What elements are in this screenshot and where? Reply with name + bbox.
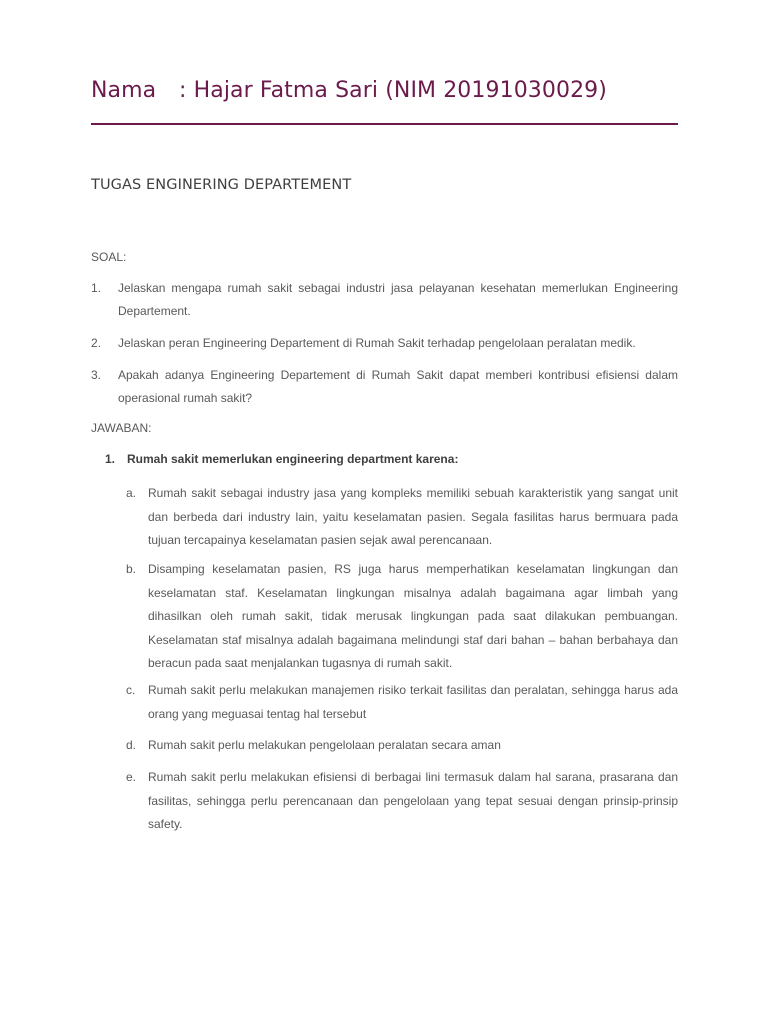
subitem-letter: d.	[126, 738, 137, 752]
question-text: Apakah adanya Engineering Departement di Rumah Sakit dapat memberi kontribusi efisiensi dalam operasional rumah sakit?	[118, 368, 678, 405]
subitem-text: Disamping keselamatan pasien, RS juga harus memperhatikan keselamatan lingkungan dan keselamatan staf. Keselamatan lingkungan misalnya adalah bagaimana agar limbah yang dihasilkan oleh rumah sakit, tidak merusak lingkungan pada saat dilakukan pembuangan. Keselamatan staf misalnya adalah bagaimana melindungi staf dari bahan – bahan berbahaya dan beracun pada saat menjalankan tugasnya di rumah sakit.	[148, 562, 678, 670]
header-divider	[91, 123, 678, 125]
answer-subitem-c	[126, 679, 678, 726]
question-item-2	[91, 332, 678, 355]
name-value: : Hajar Fatma Sari (NIM 20191030029)	[179, 78, 607, 103]
subitem-letter: a.	[126, 486, 137, 500]
subitem-text: Rumah sakit perlu melakukan manajemen risiko terkait fasilitas dan peralatan, sehingga harus ada orang yang meguasai tentag hal tersebut	[148, 683, 678, 721]
question-number: 1.	[91, 281, 102, 295]
answer-subitem-a	[126, 482, 678, 553]
question-item-3	[91, 364, 678, 410]
assignment-title: TUGAS ENGINERING DEPARTEMENT	[91, 177, 352, 193]
answer-heading-text: Rumah sakit memerlukan engineering department karena:	[127, 452, 459, 466]
question-item-1	[91, 277, 678, 323]
subitem-text: Rumah sakit sebagai industry jasa yang kompleks memiliki sebuah karakteristik yang sangat unit dan berbeda dari industry lain, yaitu keselamatan pasien. Segala fasilitas harus bermuara pada tujuan tercapainya keselamatan pasien sejak awal perencanaan.	[148, 486, 678, 547]
student-name-header	[91, 78, 607, 103]
subitem-letter: e.	[126, 770, 137, 784]
question-number: 3.	[91, 368, 102, 382]
question-text: Jelaskan peran Engineering Departement di Rumah Sakit terhadap pengelolaan peralatan medik.	[118, 336, 636, 350]
answer-subitem-e	[126, 766, 678, 837]
answer-subitem-b	[126, 558, 678, 676]
question-text: Jelaskan mengapa rumah sakit sebagai industri jasa pelayanan kesehatan memerlukan Engineering Departement.	[118, 281, 678, 318]
answer-heading-1	[105, 452, 458, 466]
answer-number: 1.	[105, 452, 116, 466]
subitem-letter: c.	[126, 683, 136, 697]
subitem-letter: b.	[126, 562, 137, 576]
questions-label: SOAL:	[91, 250, 127, 264]
answer-subitem-d	[126, 734, 678, 758]
answers-label: JAWABAN:	[91, 421, 152, 435]
name-label: Nama	[91, 78, 157, 103]
subitem-text: Rumah sakit perlu melakukan pengelolaan peralatan secara aman	[148, 738, 501, 752]
subitem-text: Rumah sakit perlu melakukan efisiensi di berbagai lini termasuk dalam hal sarana, prasarana dan fasilitas, sehingga perlu perencanaan dan pengelolaan yang tepat sesuai dengan prinsip-prinsip safety.	[148, 770, 678, 831]
question-number: 2.	[91, 336, 102, 350]
